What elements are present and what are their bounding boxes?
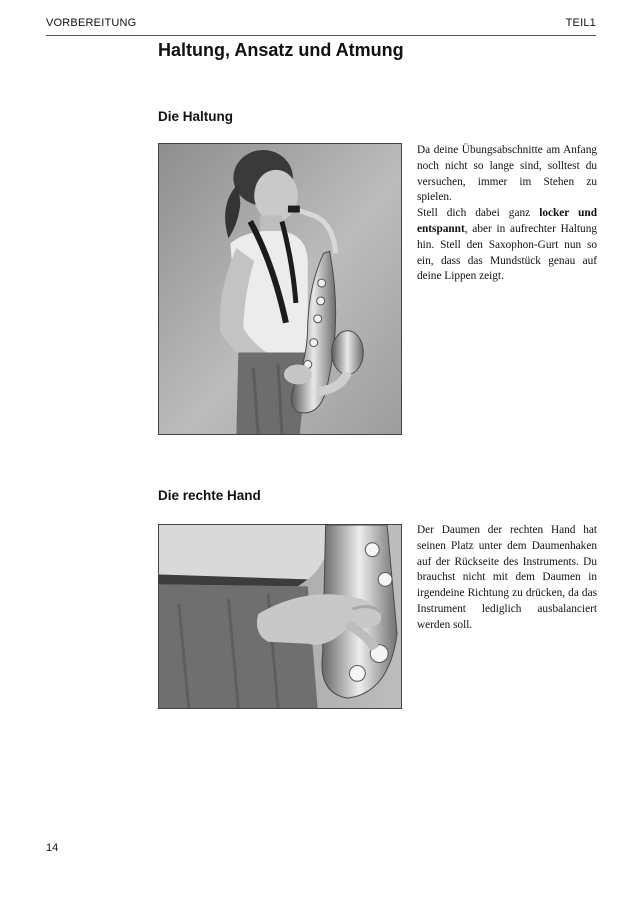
text-run: , aber in aufrechter Haltung hin. Stell den Saxophon-Gurt nun so ein, dass das Mundstück genau auf deine Lippen zeigt. bbox=[417, 222, 597, 283]
page-number: 14 bbox=[46, 842, 59, 854]
text-run: Stell dich dabei ganz bbox=[417, 207, 540, 220]
paragraph: Der Daumen der rechten Hand hat seinen Platz unter dem Daumenhaken auf der Rückseite des Instruments. Du brauchst nicht mit dem Daumen in irgendeine Richtung zu drücken, da das Instrument lediglich ausbalanciert werden soll. bbox=[417, 524, 597, 631]
paragraph: Da deine Übungsabschnitte am Anfang noch nicht so lange sind, solltest du versuchen, immer im Stehen zu spielen. bbox=[417, 144, 597, 204]
right-hand-illustration bbox=[159, 525, 401, 708]
emphasis-text: locker und entspannt bbox=[417, 207, 597, 235]
photo-right-hand-on-saxophone bbox=[158, 524, 402, 709]
photo-girl-playing-saxophone bbox=[158, 143, 402, 435]
section-title-haltung: Die Haltung bbox=[158, 109, 234, 124]
section-text-rechte-hand bbox=[417, 523, 597, 634]
saxophone-player-illustration bbox=[159, 144, 401, 434]
chapter-title: Haltung, Ansatz und Atmung bbox=[158, 40, 404, 60]
paragraph bbox=[417, 206, 597, 285]
header-section-label: VORBEREITUNG bbox=[46, 17, 137, 29]
section-text-haltung bbox=[417, 143, 597, 285]
running-header bbox=[46, 15, 596, 36]
header-part-label: TEIL1 bbox=[565, 17, 596, 29]
section-title-rechte-hand: Die rechte Hand bbox=[158, 488, 261, 503]
